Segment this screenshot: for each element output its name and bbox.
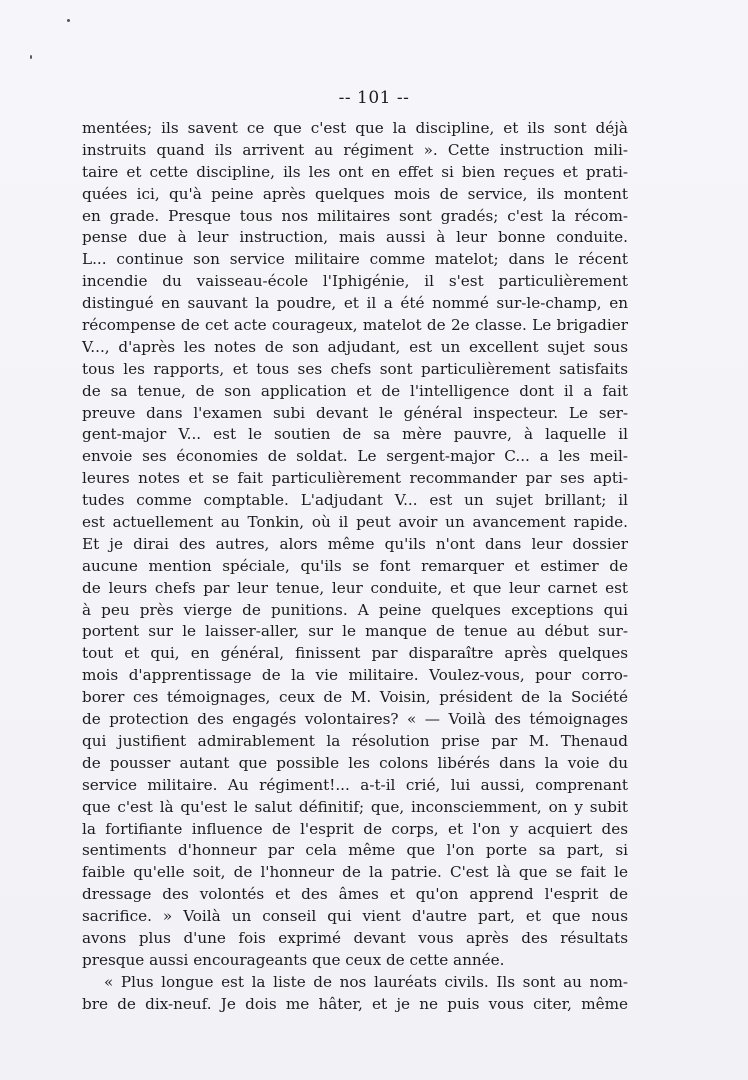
text-line: presque aussi encourageants que ceux de cette année.: [82, 950, 505, 969]
text-line: quées ici, qu'à peine après quelques mois de service, ils montent: [82, 184, 628, 203]
text-line: qui justifient admirablement la résolution prise par M. Thenaud: [82, 731, 628, 750]
text-line: tous les rapports, et tous ses chefs sont particulièrement satisfaits: [82, 359, 628, 378]
text-line: est actuellement au Tonkin, où il peut avoir un avancement rapide.: [82, 513, 628, 532]
text-line: de leurs chefs par leur tenue, leur conduite, et que leur carnet est: [82, 578, 628, 597]
text-line: à peu près vierge de punitions. A peine quelques exceptions qui: [82, 600, 628, 619]
text-line: L... continue son service militaire comme matelot; dans le récent: [82, 250, 628, 269]
text-line: distingué en sauvant la poudre, et il a été nommé sur-le-champ, en: [82, 294, 628, 313]
text-line: récompense de cet acte courageux, matelot de 2e classe. Le brigadier: [82, 316, 628, 335]
ink-speck: [30, 55, 32, 59]
text-line: dressage des volontés et des âmes et qu'on apprend l'esprit de: [82, 885, 628, 904]
text-line: aucune mention spéciale, qu'ils se font remarquer et estimer de: [82, 556, 628, 575]
ink-speck: [67, 19, 70, 22]
text-line: de protection des engagés volontaires? « — Voilà des témoignages: [82, 710, 628, 729]
text-line: service militaire. Au régiment!... a-t-il crié, lui aussi, comprenant: [82, 775, 628, 794]
text-line: envoie ses économies de soldat. Le sergent-major C... a les meil-: [82, 447, 628, 466]
body-text: [82, 118, 628, 1016]
text-line: taire et cette discipline, ils les ont en effet si bien reçues et prati-: [82, 162, 628, 181]
text-line: pense due à leur instruction, mais aussi à leur bonne conduite.: [82, 228, 628, 247]
text-line: tudes comme comptable. L'adjudant V... est un sujet brillant; il: [82, 491, 628, 510]
text-line: mois d'apprentissage de la vie militaire. Voulez-vous, pour corro-: [82, 666, 628, 685]
text-line: sentiments d'honneur par cela même que l'on porte sa part, si: [82, 841, 628, 860]
text-line: bre de dix-neuf. Je dois me hâter, et je ne puis vous citer, même: [82, 994, 628, 1013]
text-line: portent sur le laisser-aller, sur le manque de tenue au début sur-: [82, 622, 628, 641]
text-line: borer ces témoignages, ceux de M. Voisin, président de la Société: [82, 688, 628, 707]
text-line: de pousser autant que possible les colons libérés dans la voie du: [82, 753, 628, 772]
text-line: leures notes et se fait particulièrement recommander par ses apti-: [82, 469, 628, 488]
text-line: en grade. Presque tous nos militaires sont gradés; c'est la récom-: [82, 206, 628, 225]
text-line: avons plus d'une fois exprimé devant vous après des résultats: [82, 928, 628, 947]
text-line: incendie du vaisseau-école l'Iphigénie, il s'est particulièrement: [82, 272, 628, 291]
text-line: Et je dirai des autres, alors même qu'ils n'ont dans leur dossier: [82, 534, 628, 553]
text-line: que c'est là qu'est le salut définitif; que, inconsciemment, on y subit: [82, 797, 628, 816]
text-line: de sa tenue, de son application et de l'intelligence dont il a fait: [82, 381, 628, 400]
text-line: tout et qui, en général, finissent par disparaître après quelques: [82, 644, 628, 663]
text-line: « Plus longue est la liste de nos lauréats civils. Ils sont au nom-: [104, 972, 628, 991]
text-line: faible qu'elle soit, de l'honneur de la patrie. C'est là que se fait le: [82, 863, 628, 882]
page-number: -- 101 --: [338, 88, 410, 108]
text-line: instruits quand ils arrivent au régiment ». Cette instruction mili-: [82, 140, 628, 159]
text-line: sacrifice. » Voilà un conseil qui vient d'autre part, et que nous: [82, 907, 628, 926]
text-line: mentées; ils savent ce que c'est que la discipline, et ils sont déjà: [82, 119, 628, 137]
text-line: V..., d'après les notes de son adjudant, est un excellent sujet sous: [82, 337, 628, 356]
text-line: preuve dans l'examen subi devant le général inspecteur. Le ser-: [82, 403, 628, 422]
text-line: la fortifiante influence de l'esprit de corps, et l'on y acquiert des: [82, 819, 628, 838]
text-line: gent-major V... est le soutien de sa mère pauvre, à laquelle il: [82, 425, 628, 444]
